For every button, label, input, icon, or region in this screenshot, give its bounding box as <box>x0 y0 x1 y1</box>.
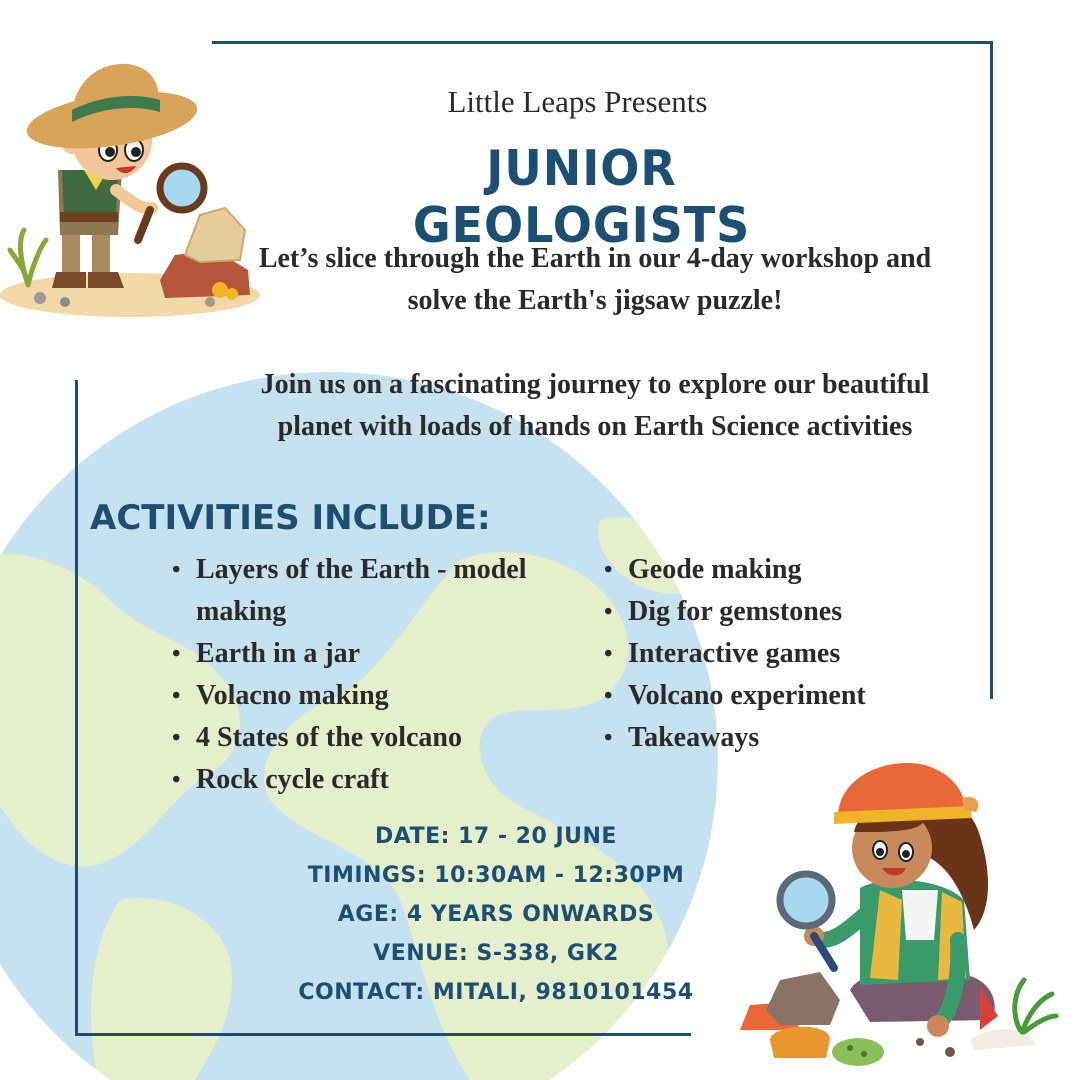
list-item: • Volacno making <box>172 675 572 717</box>
workshop-title: JUNIOR GEOLOGISTS <box>412 140 751 254</box>
event-date: DATE: 17 - 20 JUNE <box>375 824 617 849</box>
list-item: • Earth in a jar <box>172 633 572 675</box>
girl-geologist-illustration <box>730 740 1070 1070</box>
event-venue: VENUE: S-338, GK2 <box>373 941 619 966</box>
list-item: • Layers of the Earth - model making <box>172 549 572 633</box>
frame-bottom-line <box>75 1033 691 1036</box>
list-item: • 4 States of the volcano <box>172 717 572 759</box>
activities-heading: ACTIVITIES INCLUDE: <box>90 498 491 538</box>
list-item: • Volcano experiment <box>604 675 964 717</box>
activities-list-left <box>172 549 572 801</box>
list-item: • Takeaways <box>604 717 964 759</box>
list-item: • Rock cycle craft <box>172 759 572 801</box>
presenter-line: Little Leaps Presents <box>447 84 708 119</box>
frame-right-line <box>990 41 993 699</box>
list-item: • Interactive games <box>604 633 964 675</box>
intro-paragraph-1: Let’s slice through the Earth in our 4-day workshop and solve the Earth's jigsaw puzzle! <box>258 243 932 316</box>
list-item: • Geode making <box>604 549 964 591</box>
frame-left-line <box>75 380 78 1036</box>
activities-list-right <box>604 549 964 759</box>
event-details <box>296 817 696 1012</box>
boy-explorer-illustration <box>0 40 270 325</box>
frame-top-line <box>212 41 993 44</box>
intro-paragraph-2: Join us on a fascinating journey to explore our beautiful planet with loads of hands on Earth Science activities <box>260 369 930 442</box>
list-item: • Dig for gemstones <box>604 591 964 633</box>
event-timings: TIMINGS: 10:30AM - 12:30PM <box>307 863 685 888</box>
event-age: AGE: 4 YEARS ONWARDS <box>337 902 655 927</box>
event-contact: CONTACT: MITALI, 9810101454 <box>298 980 694 1005</box>
